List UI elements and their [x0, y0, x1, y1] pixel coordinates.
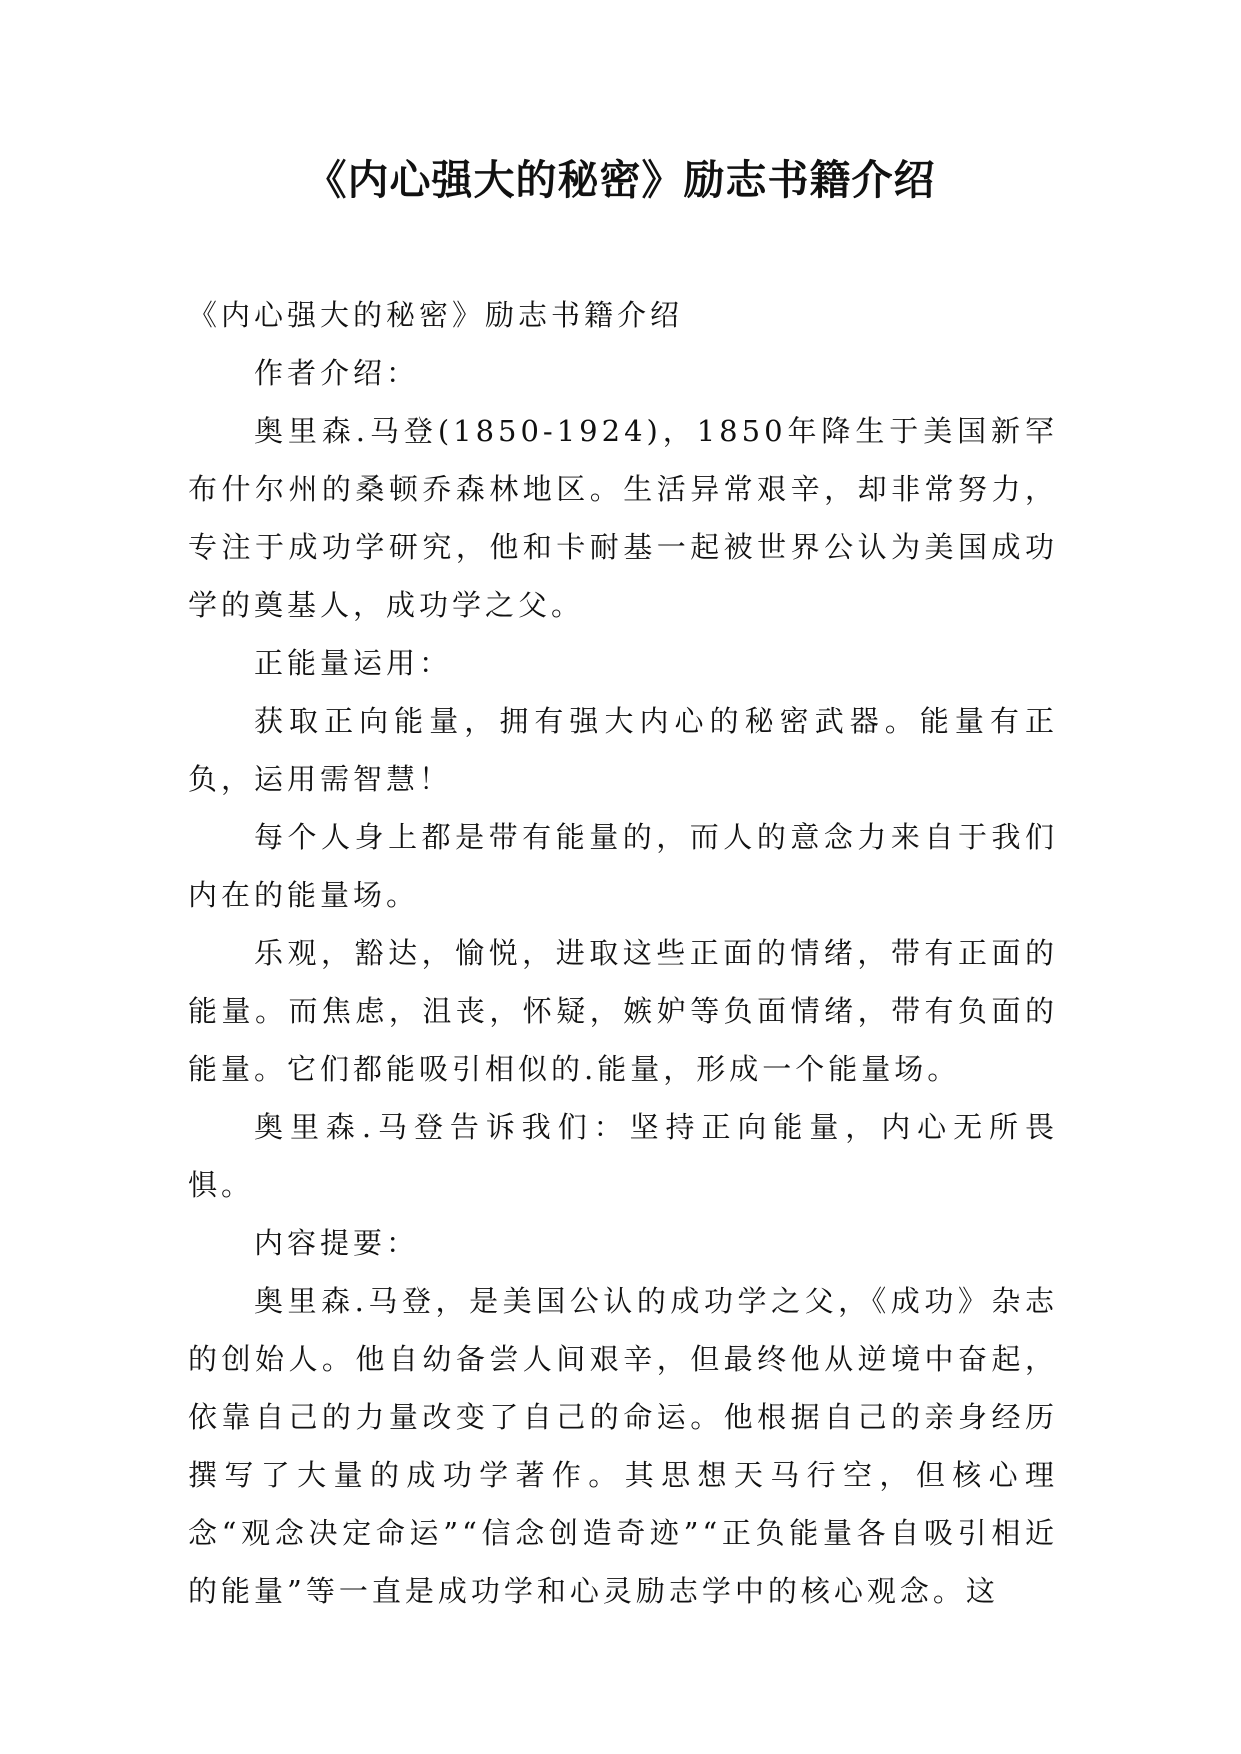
section-label-energy: 正能量运用： — [254, 646, 453, 680]
document-body — [188, 286, 1058, 1620]
paragraph-heading: 《内心强大的秘密》励志书籍介绍 — [188, 298, 684, 332]
paragraph-summary: 奥里森.马登，是美国公认的成功学之父，《成功》杂志的创始人。他自幼备尝人间艰辛，但最终他从逆境中奋起，依靠自己的力量改变了自己的命运。他根据自己的亲身经历撰写了大量的成功学著作。其思想天马行空，但核心理念“观念决定命运”“信念创造奇迹”“正负能量各自吸引相近的能量”等一直是成功学和心灵励志学中的核心观念。这 — [188, 1284, 1058, 1608]
document-title: 《内心强大的秘密》励志书籍介绍 — [305, 156, 936, 204]
paragraph-emotions: 乐观，豁达，愉悦，进取这些正面的情绪，带有正面的能量。而焦虑，沮丧，怀疑，嫉妒等负面情绪，带有负面的能量。它们都能吸引相似的.能量，形成一个能量场。 — [188, 936, 1058, 1086]
paragraph-energy-field: 每个人身上都是带有能量的，而人的意念力来自于我们内在的能量场。 — [188, 820, 1058, 912]
paragraph-quote: 奥里森.马登告诉我们：坚持正向能量，内心无所畏惧。 — [188, 1110, 1058, 1202]
paragraph-author-bio: 奥里森.马登(1850-1924)，1850年降生于美国新罕布什尔州的桑顿乔森林地区。生活异常艰辛，却非常努力，专注于成功学研究，他和卡耐基一起被世界公认为美国成功学的奠基人，成功学之父。 — [188, 414, 1058, 622]
paragraph-energy-intro: 获取正向能量，拥有强大内心的秘密武器。能量有正负，运用需智慧！ — [188, 704, 1058, 796]
section-label-author: 作者介绍： — [254, 356, 420, 390]
section-label-summary: 内容提要： — [254, 1226, 420, 1260]
